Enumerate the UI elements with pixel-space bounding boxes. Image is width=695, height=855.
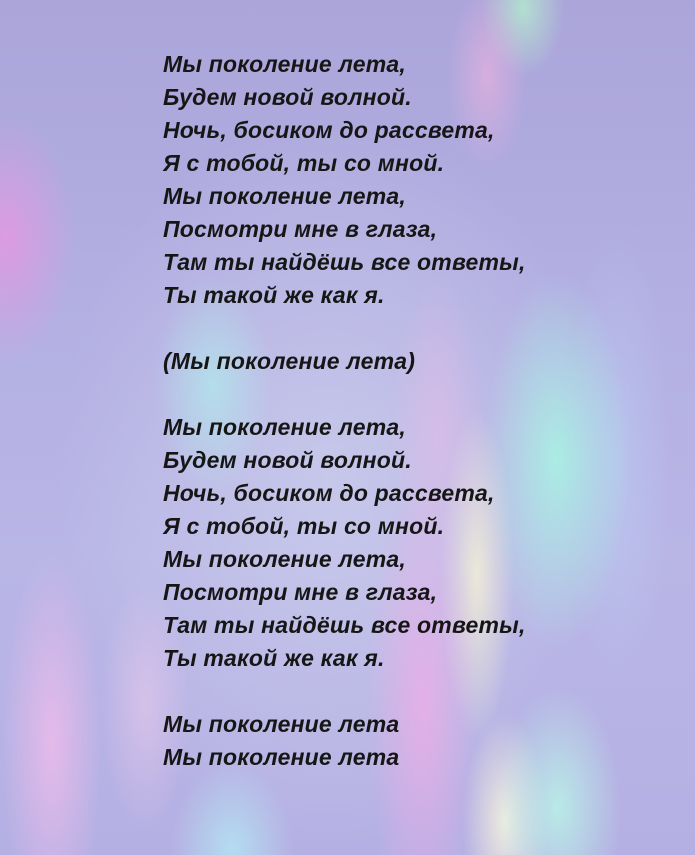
lyric-line: Мы поколение лета, bbox=[163, 414, 406, 440]
lyric-line: Посмотри мне в глаза, bbox=[163, 579, 438, 605]
lyric-line: Мы поколение лета, bbox=[163, 546, 406, 572]
blank-line bbox=[163, 675, 526, 708]
blank-line bbox=[163, 312, 526, 345]
lyric-line: Посмотри мне в глаза, bbox=[163, 216, 438, 242]
lyric-line: Я с тобой, ты со мной. bbox=[163, 513, 445, 539]
lyric-line: Мы поколение лета bbox=[163, 711, 400, 737]
lyric-line: Будем новой волной. bbox=[163, 84, 412, 110]
lyric-line: Ты такой же как я. bbox=[163, 282, 385, 308]
lyric-line: Мы поколение лета, bbox=[163, 183, 406, 209]
lyrics-text bbox=[163, 48, 526, 774]
blank-line bbox=[163, 378, 526, 411]
lyric-line: Там ты найдёшь все ответы, bbox=[163, 249, 526, 275]
lyric-line: Мы поколение лета bbox=[163, 744, 400, 770]
lyric-line: Ночь, босиком до рассвета, bbox=[163, 117, 495, 143]
lyric-line: Ты такой же как я. bbox=[163, 645, 385, 671]
lyric-line: (Мы поколение лета) bbox=[163, 348, 416, 374]
lyric-line: Там ты найдёшь все ответы, bbox=[163, 612, 526, 638]
lyric-line: Мы поколение лета, bbox=[163, 51, 406, 77]
lyric-line: Я с тобой, ты со мной. bbox=[163, 150, 445, 176]
lyric-line: Будем новой волной. bbox=[163, 447, 412, 473]
lyric-line: Ночь, босиком до рассвета, bbox=[163, 480, 495, 506]
